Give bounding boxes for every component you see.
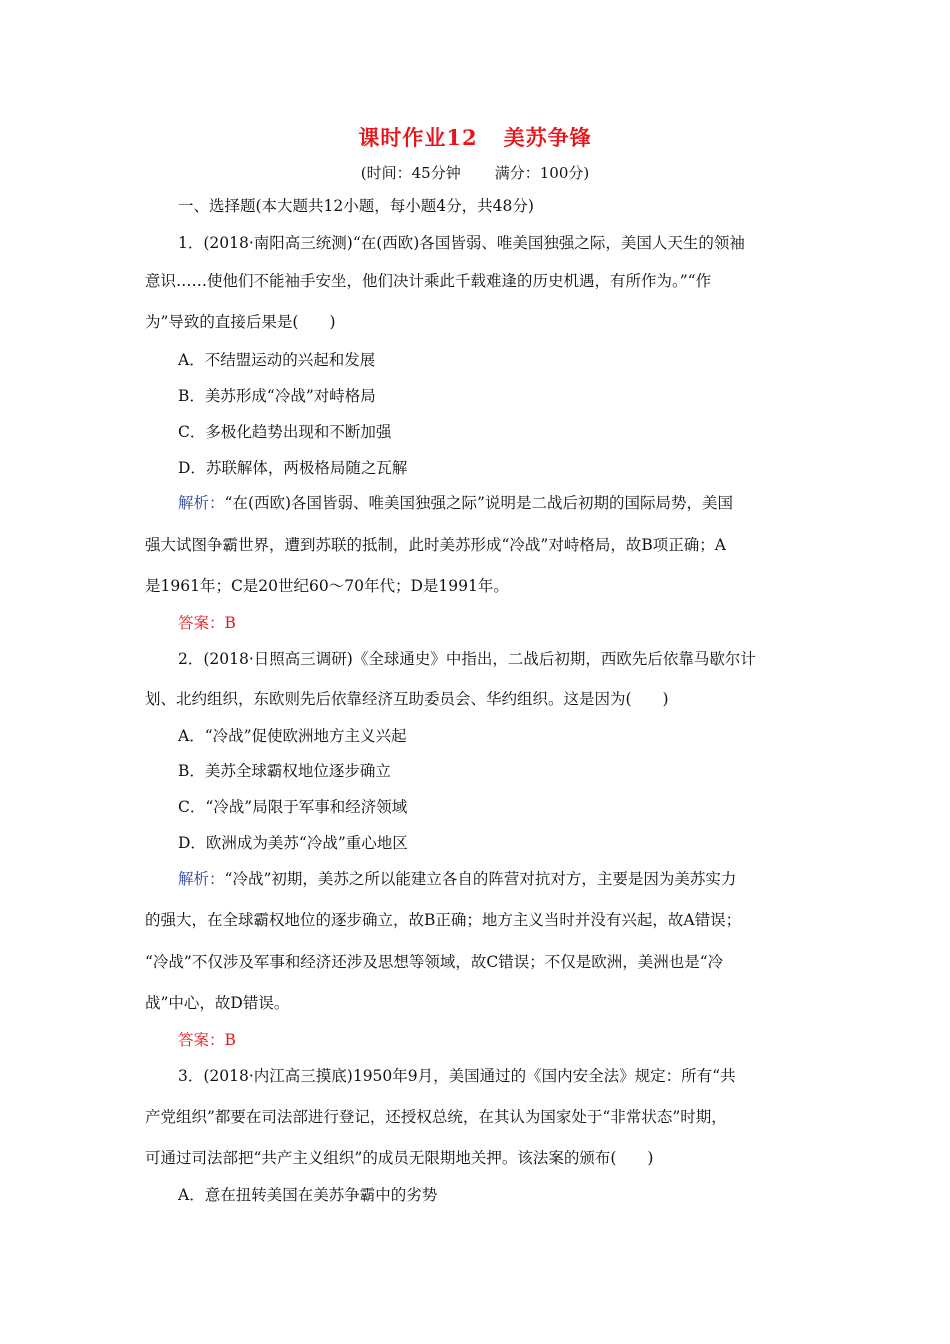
question-2-stem-line-1: 2．(2018·日照高三调研)《全球通史》中指出，二战后初期，西欧先后依靠马歇尔计 xyxy=(178,650,756,668)
question-3-stem-line-1: 3．(2018·内江高三摸底)1950年9月，美国通过的《国内安全法》规定：所有“共 xyxy=(178,1067,736,1085)
page-title xyxy=(0,122,950,152)
question-1-analysis-line-3: 是1961年；C是20世纪60～70年代；D是1991年。 xyxy=(145,577,509,595)
question-1-option-b: B．美苏形成“冷战”对峙格局 xyxy=(178,387,376,405)
question-2-answer: 答案：B xyxy=(178,1031,236,1049)
question-2-analysis-line-3: “冷战”不仅涉及军事和经济还涉及思想等领域，故C错误；不仅是欧洲，美洲也是“冷 xyxy=(145,953,724,971)
section-heading: 一、选择题(本大题共12小题，每小题4分，共48分) xyxy=(178,197,534,215)
question-3-stem-line-3: 可通过司法部把“共产主义组织”的成员无限期地关押。该法案的颁布( ) xyxy=(145,1149,654,1167)
question-1-option-c: C．多极化趋势出现和不断加强 xyxy=(178,423,392,441)
question-2-analysis-line-4: 战”中心，故D错误。 xyxy=(145,994,290,1012)
question-1-option-a: A．不结盟运动的兴起和发展 xyxy=(178,351,376,369)
question-2-stem-line-2: 划、北约组织，东欧则先后依靠经济互助委员会、华约组织。这是因为( ) xyxy=(145,690,669,708)
question-1-option-d: D．苏联解体，两极格局随之瓦解 xyxy=(178,459,408,477)
question-2-option-c: C．“冷战”局限于军事和经济领域 xyxy=(178,798,408,816)
title-main: 课时作业12 xyxy=(358,125,478,150)
question-1-analysis-line-2: 强大试图争霸世界，遭到苏联的抵制，此时美苏形成“冷战”对峙格局，故B项正确；A xyxy=(145,536,726,554)
question-2-option-a: A．“冷战”促使欧洲地方主义兴起 xyxy=(178,727,407,745)
exam-info xyxy=(0,162,950,183)
question-2-option-d: D．欧洲成为美苏“冷战”重心地区 xyxy=(178,834,408,852)
exam-score: 满分：100分) xyxy=(494,164,590,182)
question-1-analysis-line-1: 解析：“在(西欧)各国皆弱、唯美国独强之际”说明是二战后初期的国际局势，美国 xyxy=(178,494,733,512)
title-topic: 美苏争锋 xyxy=(503,125,592,150)
question-1-answer: 答案：B xyxy=(178,614,236,632)
question-2-analysis-line-2: 的强大，在全球霸权地位的逐步确立，故B正确；地方主义当时并没有兴起，故A错误； xyxy=(145,911,742,929)
question-3-option-a: A．意在扭转美国在美苏争霸中的劣势 xyxy=(178,1186,438,1204)
question-3-stem-line-2: 产党组织”都要在司法部进行登记，还授权总统，在其认为国家处于“非常状态”时期， xyxy=(145,1108,727,1126)
question-2-option-b: B．美苏全球霸权地位逐步确立 xyxy=(178,762,391,780)
question-2-analysis-line-1: 解析：“冷战”初期，美苏之所以能建立各自的阵营对抗对方，主要是因为美苏实力 xyxy=(178,870,737,888)
analysis-label: 解析： xyxy=(178,870,225,888)
analysis-label: 解析： xyxy=(178,494,225,512)
question-1-stem-line-2: 意识……使他们不能袖手安坐，他们决计乘此千载难逢的历史机遇，有所作为。”“作 xyxy=(145,272,712,290)
exam-time: (时间：45分钟 xyxy=(360,164,461,182)
question-1-stem-line-1: 1．(2018·南阳高三统测)“在(西欧)各国皆弱、唯美国独强之际，美国人天生的领袖 xyxy=(178,234,745,252)
question-1-stem-line-3: 为”导致的直接后果是( ) xyxy=(145,313,336,331)
